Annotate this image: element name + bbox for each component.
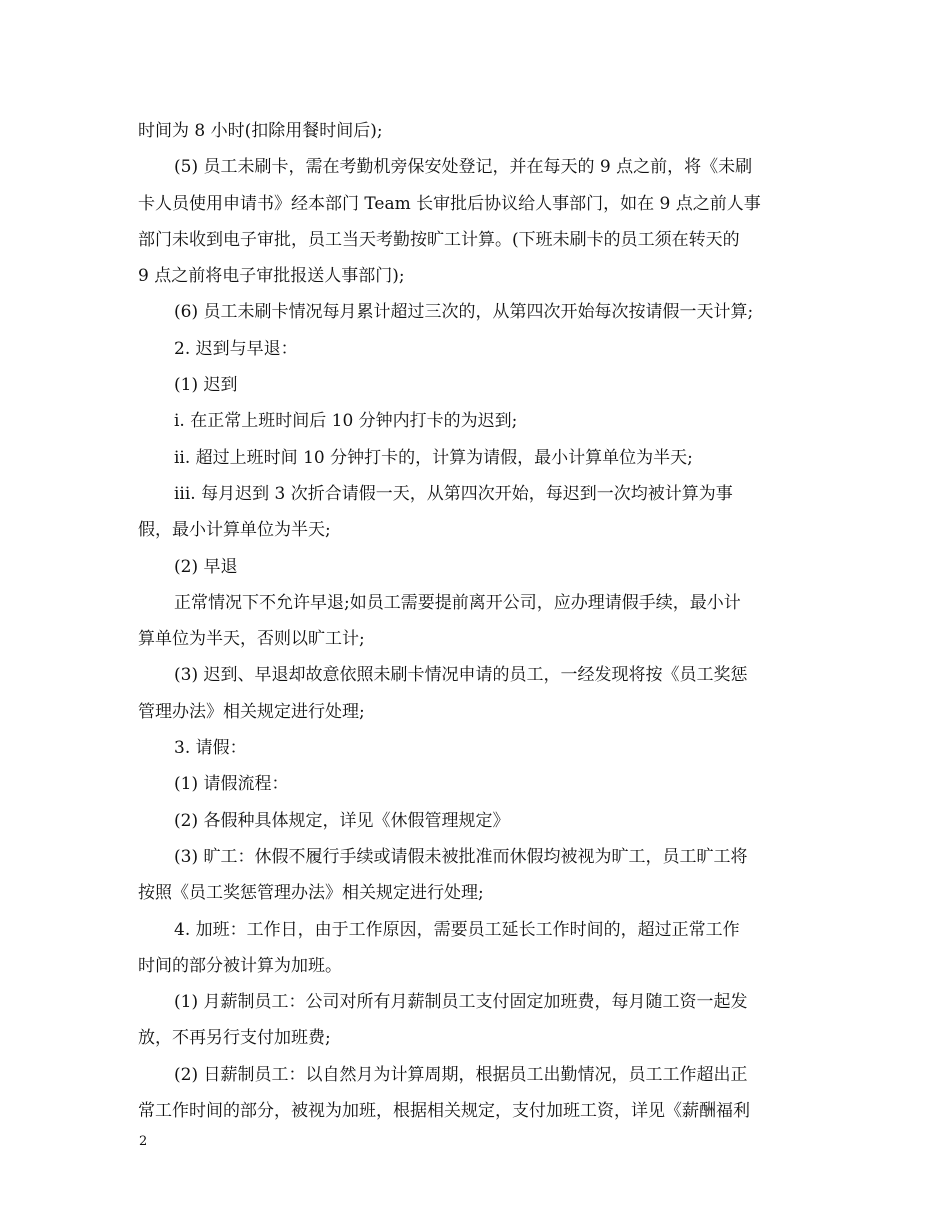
text-line: (5) 员工未刷卡，需在考勤机旁保安处登记，并在每天的 9 点之前，将《未刷 (174, 157, 753, 178)
text-line: ii. 超过上班时间 10 分钟打卡的，计算为请假，最小计算单位为半天; (174, 447, 693, 468)
text-line: (2) 日薪制员工：以自然月为计算周期，根据员工出勤情况，员工工作超出正 (174, 1064, 748, 1085)
text-line: 管理办法》相关规定进行处理; (138, 701, 365, 722)
text-line: 常工作时间的部分，被视为加班，根据相关规定，支付加班工资，详见《薪酬福利 (138, 1101, 750, 1122)
text-line: 时间为 8 小时(扣除用餐时间后); (138, 121, 383, 141)
text-line: 按照《员工奖惩管理办法》相关规定进行处理; (138, 883, 484, 904)
text-line: (1) 月薪制员工：公司对所有月薪制员工支付固定加班费，每月随工资一起发 (174, 992, 748, 1013)
text-line: 时间的部分被计算为加班。 (138, 955, 342, 976)
text-line: 4. 加班：工作日，由于工作原因，需要员工延长工作时间的，超过正常工作 (174, 919, 740, 940)
text-line: (1) 请假流程： (174, 774, 289, 795)
text-line: iii. 每月迟到 3 次折合请假一天，从第四次开始，每迟到一次均被计算为事 (174, 483, 733, 504)
page-number: 2 (139, 1134, 148, 1149)
text-line: (2) 早退 (174, 556, 238, 577)
text-line: 部门未收到电子审批，员工当天考勤按旷工计算。(下班未刷卡的员工须在转天的 (138, 229, 740, 250)
text-line: 放，不再另行支付加班费; (138, 1028, 331, 1049)
text-line: 3. 请假： (174, 738, 247, 759)
text-line: (6) 员工未刷卡情况每月累计超过三次的，从第四次开始每次按请假一天计算; (174, 302, 754, 323)
text-line: (1) 迟到 (174, 375, 238, 396)
text-line: (2) 各假种具体规定，详见《休假管理规定》 (174, 810, 510, 831)
text-line: 假，最小计算单位为半天; (138, 520, 331, 541)
text-line: 9 点之前将电子审批报送人事部门); (138, 266, 405, 287)
text-line: 算单位为半天，否则以旷工计; (138, 629, 365, 650)
text-line: 正常情况下不允许早退;如员工需要提前离开公司，应办理请假手续，最小计 (174, 592, 741, 613)
document-body (138, 113, 828, 1129)
text-line: (3) 迟到、早退却故意依照未刷卡情况申请的员工，一经发现将按《员工奖惩 (174, 665, 748, 686)
text-line: (3) 旷工：休假不履行手续或请假未被批准而休假均被视为旷工，员工旷工将 (174, 846, 748, 867)
text-line: 2. 迟到与早退： (174, 338, 298, 359)
text-line: 卡人员使用申请书》经本部门 Team 长审批后协议给人事部门，如在 9 点之前人事 (138, 193, 761, 214)
text-line: i. 在正常上班时间后 10 分钟内打卡的为迟到; (174, 411, 518, 432)
